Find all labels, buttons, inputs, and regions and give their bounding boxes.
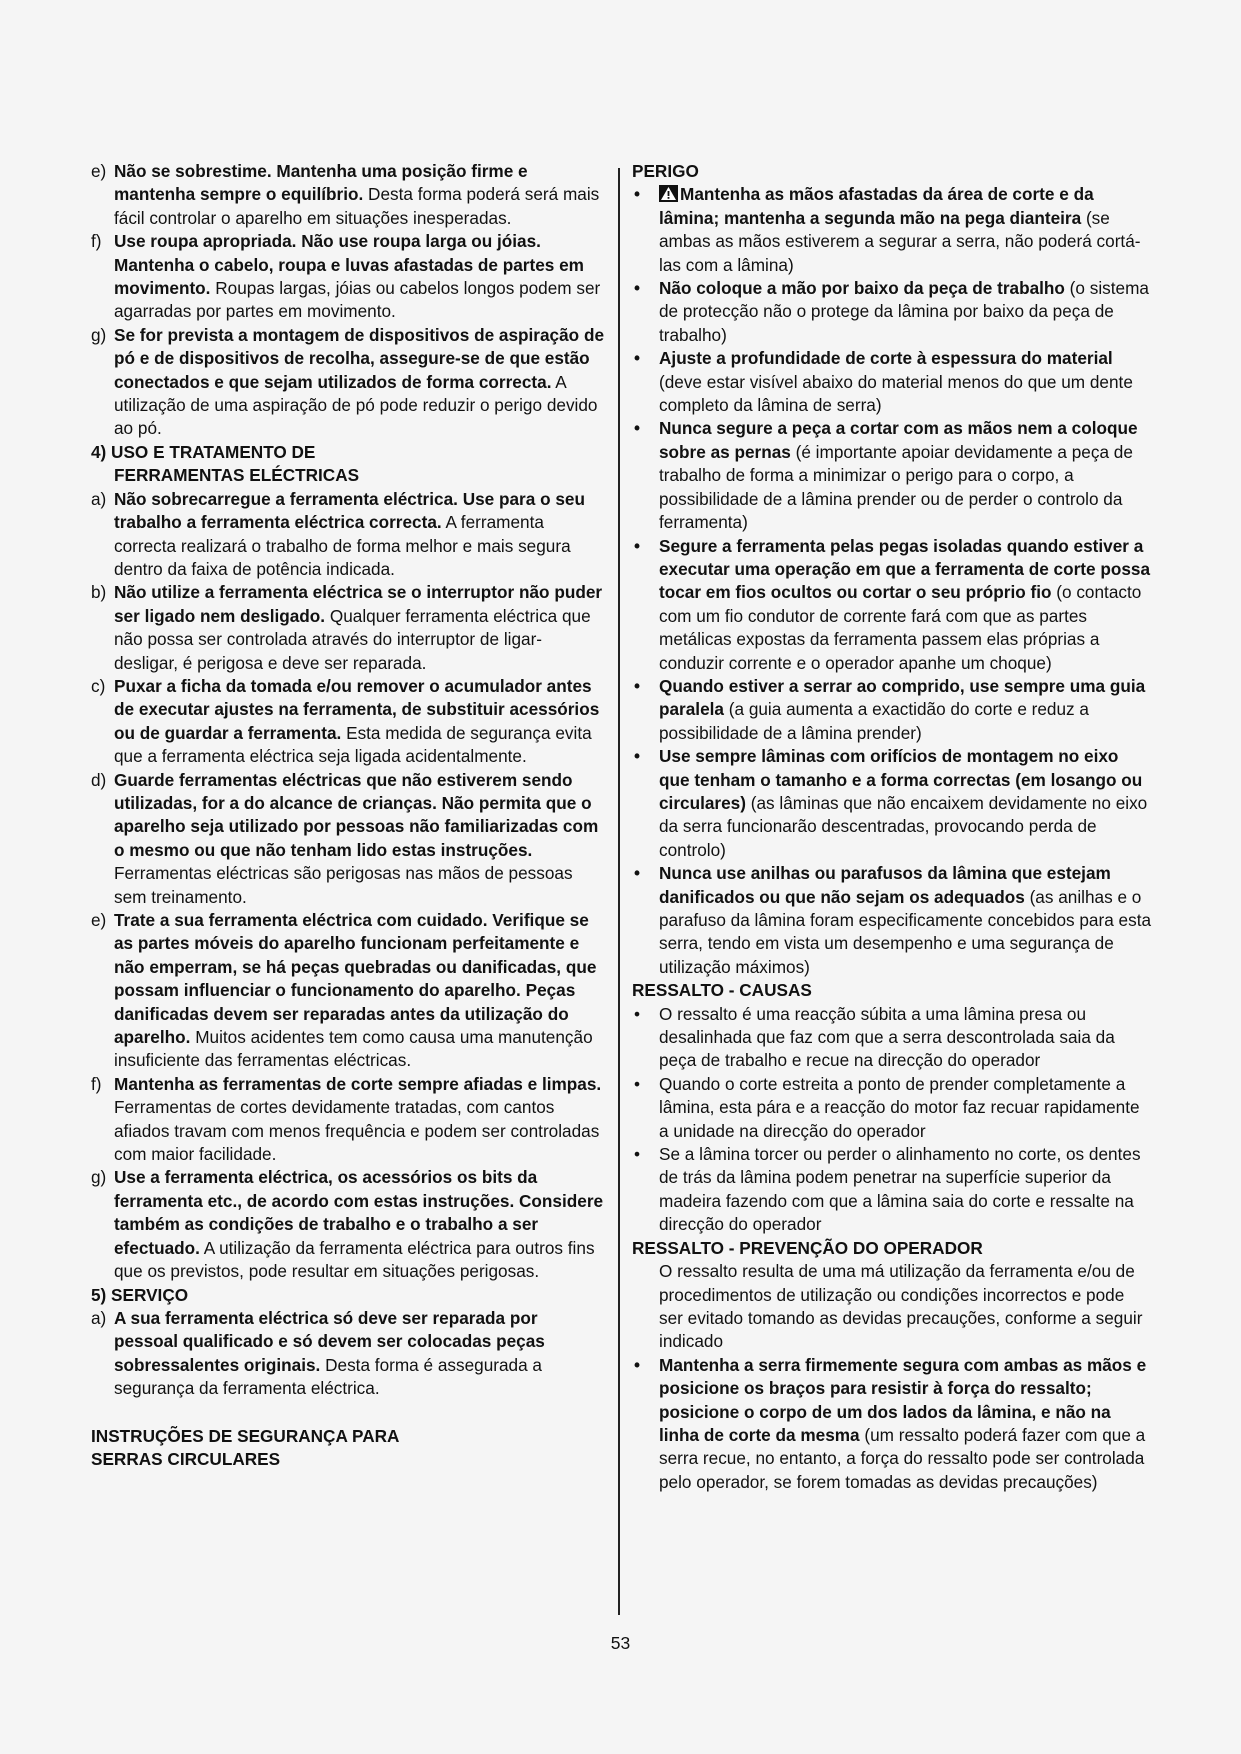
list-item: d) Guarde ferramentas eléctricas que não estiverem sendo utilizadas, for a do alcance de crianças. Não permita que o aparelho seja utilizado por pessoas não familiarizadas com o mesmo ou que não tenham lido estas instruções. Ferramentas eléctricas são perigosas nas mãos de pessoas sem treinamento.: [91, 769, 599, 907]
paragraph: O ressalto resulta de uma má utilização da ferramenta e/ou de procedimentos de utilização ou condições incorrectos e pode ser evitado tomando as devidas precauções, conforme a seguir indicado: [659, 1261, 1143, 1352]
list-item: • Mantenha as mãos afastadas da área de corte e da lâmina; mantenha a segunda mão na pega dianteira (se ambas as mãos estiverem a segurar a serra, não poderá cortá-las com a lâmina): [634, 184, 1141, 275]
list-item: • Mantenha a serra firmemente segura com ambas as mãos e posicione os braços para resistir à força do ressalto; posicione o corpo de um dos lados da lâmina, e não na linha de corte da mesma (um ressalto poderá fazer com que a serra recue, no entanto, a força do ressalto pode ser controlada pelo operador, se forem tomadas as devidas precauções): [634, 1354, 1147, 1492]
list-item: g) Use a ferramenta eléctrica, os acessórios os bits da ferramenta etc., de acordo com estas instruções. Considere também as condições de trabalho e o trabalho a ser efectuado. A utilização da ferramenta eléctrica para outros fins que os previstos, pode resultar em situações perigosas.: [91, 1167, 604, 1282]
section-heading: RESSALTO - CAUSAS: [632, 980, 812, 1001]
list-item: f) Use roupa apropriada. Não use roupa larga ou jóias. Mantenha o cabelo, roupa e luvas afastadas de partes em movimento. Roupas largas, jóias ou cabelos longos podem ser agarradas por partes em movimento.: [91, 231, 601, 322]
section-heading: INSTRUÇÕES DE SEGURANÇA PARA SERRAS CIRCULARES: [91, 1425, 400, 1469]
list-item: • Nunca use anilhas ou parafusos da lâmina que estejam danificados ou que não sejam os adequados (as anilhas e o parafuso da lâmina foram especificamente concebidos para esta serra, tendo em vista um desempenho e uma segurança de utilização máximos): [634, 863, 1152, 977]
section-heading: RESSALTO - PREVENÇÃO DO OPERADOR: [632, 1237, 983, 1258]
list-item: • O ressalto é uma reacção súbita a uma lâmina presa ou desalinhada que faz com que a serra descontrolada saia da peça de trabalho e recue na direcção do operador: [634, 1003, 1115, 1071]
list-item: a) A sua ferramenta eléctrica só deve ser reparada por pessoal qualificado e só devem ser colocadas peças sobressalentes originais. Desta forma é assegurada a segurança da ferramenta eléctrica.: [91, 1307, 545, 1399]
list-item: • Não coloque a mão por baixo da peça de trabalho (o sistema de protecção não o protege da lâmina por baixo da peça de trabalho): [634, 278, 1149, 345]
list-item: b) Não utilize a ferramenta eléctrica se o interruptor não puder ser ligado nem desligado. Qualquer ferramenta eléctrica que não possa ser controlada através do interruptor de ligar-desligar, é perigosa e deve ser reparada.: [91, 582, 603, 673]
warning-icon: [659, 185, 678, 202]
list-item: • Segure a ferramenta pelas pegas isoladas quando estiver a executar uma operação em que a ferramenta de corte possa tocar em fios ocultos ou cortar o seu próprio fio (o contacto com um fio condutor de corrente fará com que as partes metálicas expostas da ferramenta passem elas próprias a conduzir corrente e o operador apanhe um choque): [634, 535, 1151, 673]
list-item: • Use sempre lâminas com orifícios de montagem no eixo que tenham o tamanho e a forma correctas (em losango ou circulares) (as lâminas que não encaixem devidamente no eixo da serra funcionarão descentradas, provocando perda de controlo): [634, 746, 1148, 860]
column-divider: [618, 168, 620, 1615]
list-item: g) Se for prevista a montagem de dispositivos de aspiração de pó e de dispositivos de recolha, assegure-se de que estão conectados e que sejam utilizados de forma correcta. A utilização de uma aspiração de pó pode reduzir o perigo devido ao pó.: [91, 324, 605, 439]
list-item: • Quando o corte estreita a ponto de prender completamente a lâmina, esta pára e a reacção do motor faz recuar rapidamente a unidade na direcção do operador: [634, 1073, 1140, 1141]
page-number: 53: [610, 1633, 631, 1653]
section-heading: PERIGO: [632, 161, 699, 181]
list-item: c) Puxar a ficha da tomada e/ou remover o acumulador antes de executar ajustes na ferramenta, de substituir acessórios ou de guardar a ferramenta. Esta medida de segurança evita que a ferramenta eléctrica seja ligada acidentalmente.: [91, 675, 600, 767]
list-item: a) Não sobrecarregue a ferramenta eléctrica. Use para o seu trabalho a ferramenta eléctrica correcta. A ferramenta correcta realizará o trabalho de forma melhor e mais segura dentro da faixa de potência indicada.: [91, 488, 585, 579]
list-item: • Ajuste a profundidade de corte à espessura do material (deve estar visível abaixo do material menos do que um dente completo da lâmina de serra): [634, 348, 1133, 416]
section-heading: 5) SERVIÇO: [91, 1284, 189, 1305]
right-column: [632, 160, 1152, 1494]
list-item: e) Não se sobrestime. Mantenha uma posição firme e mantenha sempre o equilíbrio. Desta forma poderá será mais fácil controlar o aparelho em situações inesperadas.: [91, 161, 600, 228]
list-item: • Nunca segure a peça a cortar com as mãos nem a coloque sobre as pernas (é importante apoiar devidamente a peça de trabalho de forma a minimizar o perigo para o corpo, a possibilidade de a lâmina prender ou de perder o controlo da ferramenta): [634, 418, 1138, 533]
list-item: e) Trate a sua ferramenta eléctrica com cuidado. Verifique se as partes móveis do aparelho funcionam perfeitamente e não emperram, se há peças quebradas ou danificadas, que possam influenciar o funcionamento do aparelho. Peças danificadas devem ser reparadas antes da utilização do aparelho. Muitos acidentes tem como causa uma manutenção insuficiente das ferramentas eléctricas.: [91, 910, 597, 1071]
list-item: f) Mantenha as ferramentas de corte sempre afiadas e limpas. Ferramentas de cortes devidamente tratadas, com cantos afiados travam com menos frequência e podem ser controladas com maior facilidade.: [91, 1073, 602, 1165]
list-item: • Quando estiver a serrar ao comprido, use sempre uma guia paralela (a guia aumenta a exactidão do corte e reduz a possibilidade de a lâmina prender): [634, 675, 1146, 743]
list-item: • Se a lâmina torcer ou perder o alinhamento no corte, os dentes de trás da lâmina podem penetrar na superfície superior da madeira fazendo com que a lâmina saia do corte e ressalte na direcção do operador: [634, 1144, 1141, 1235]
section-heading: 4) USO E TRATAMENTO DE FERRAMENTAS ELÉCTRICAS: [91, 441, 360, 486]
left-column: [91, 160, 605, 1471]
